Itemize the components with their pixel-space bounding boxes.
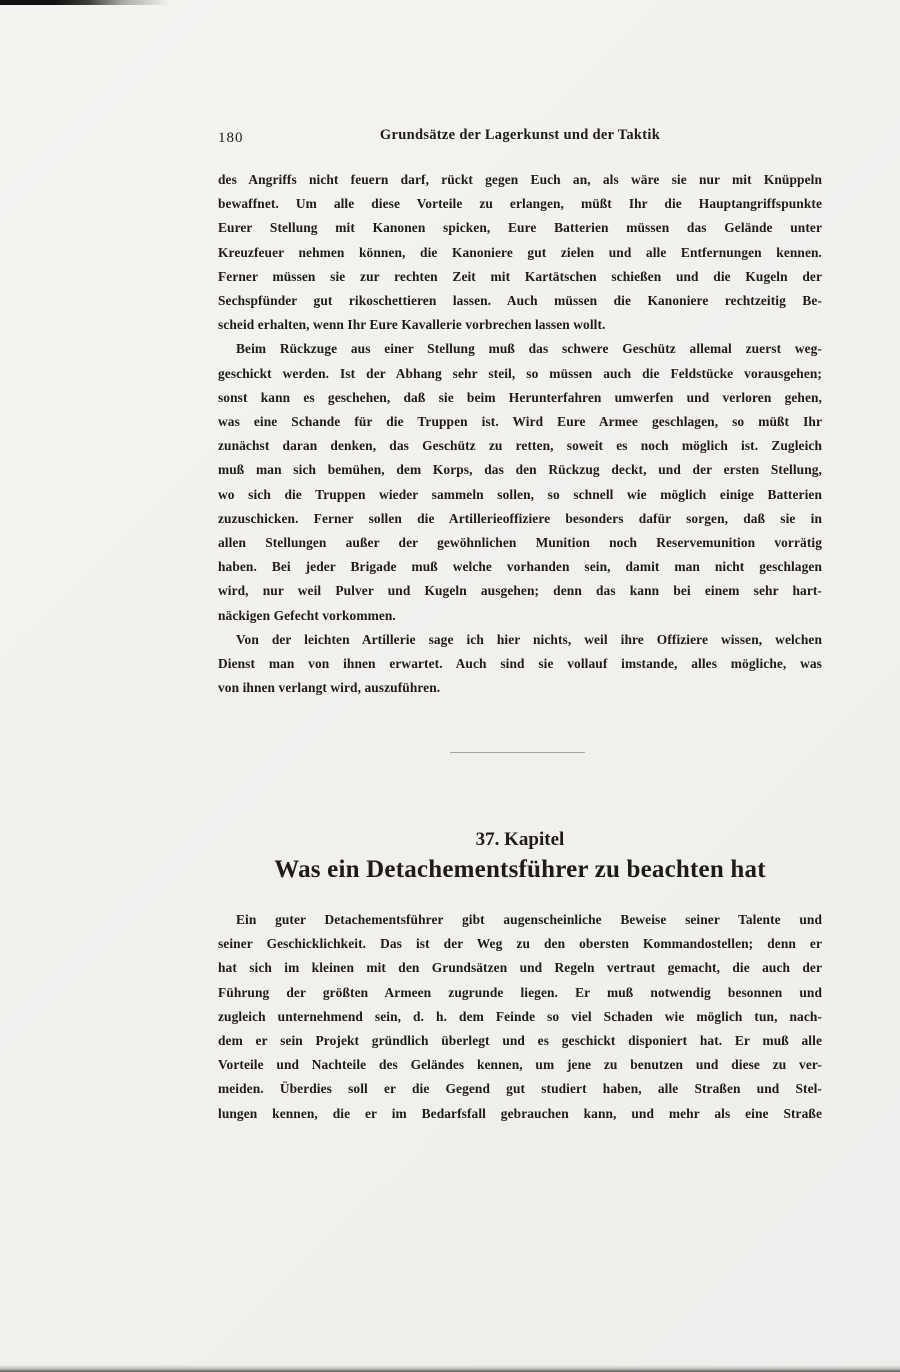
- text-line: des Angriffs nicht feuern darf, rückt gegen Euch an, als wäre sie nur mit Knüppeln: [218, 172, 822, 187]
- text-line: Ein guter Detachementsführer gibt augenscheinliche Beweise seiner Talente und: [236, 912, 822, 927]
- text-line: was eine Schande für die Truppen ist. Wird Eure Armee geschlagen, so müßt Ihr: [218, 414, 822, 430]
- text-line: zuzuschicken. Ferner sollen die Artillerieoffiziere besonders dafür sorgen, daß sie in: [218, 510, 822, 526]
- text-line: Ferner müssen sie zur rechten Zeit mit Kartätschen schießen und die Kugeln der: [218, 268, 822, 284]
- text-line: allen Stellungen außer der gewöhnlichen Munition noch Reservemunition vorrätig: [218, 535, 822, 551]
- text-line: dem er sein Projekt gründlich überlegt und es geschickt disponiert hat. Er muß alle: [218, 1033, 822, 1049]
- chapter-kicker: 37. Kapitel: [475, 829, 565, 850]
- text-line: wo sich die Truppen wieder sammeln sollen, so schnell wie möglich einige Batterien: [218, 486, 822, 502]
- text-line: meiden. Überdies soll er die Gegend gut studiert haben, alle Straßen und Stel-: [218, 1081, 822, 1097]
- text-line: Kreuzfeuer nehmen können, die Kanoniere gut zielen und alle Entfernungen kennen.: [218, 244, 822, 260]
- scan-edge-artifact-bottom: [0, 1365, 900, 1372]
- text-line: zugleich unternehmend sein, d. h. dem Feinde so viel Schaden wie möglich tun, nach-: [218, 1008, 822, 1024]
- text-line: Von der leichten Artillerie sage ich hier nichts, weil ihre Offiziere wissen, welchen: [236, 631, 822, 647]
- running-header-title: Grundsätze der Lagerkunst und der Taktik: [379, 127, 661, 143]
- text-line: scheid erhalten, wenn Ihr Eure Kavallerie vorbrechen lassen wollt.: [218, 317, 606, 333]
- section-divider: [450, 752, 585, 753]
- text-line: seiner Geschicklichkeit. Das ist der Weg zu den obersten Kommandostellen; denn er: [218, 936, 822, 952]
- text-line: von ihnen verlangt wird, auszuführen.: [218, 680, 441, 696]
- chapter-text-block: [218, 908, 822, 1126]
- text-line: muß man sich bemühen, dem Korps, das den Rückzug deckt, und der ersten Stellung,: [218, 462, 822, 478]
- text-line: lungen kennen, die er im Bedarfsfall gebrauchen kann, und mehr als eine Straße: [218, 1105, 822, 1121]
- text-line: Sechspfünder gut rikoschettieren lassen. Auch müssen die Kanoniere rechtzeitig Be-: [218, 293, 822, 309]
- text-line: sonst kann es geschehen, daß sie beim Herunterfahren umwerfen und verloren gehen,: [218, 389, 822, 405]
- text-line: Dienst man von ihnen erwartet. Auch sind sie vollauf imstande, alles mögliche, was: [218, 656, 822, 672]
- scan-edge-artifact-top: [0, 0, 170, 5]
- text-line: Vorteile und Nachteile des Geländes kennen, um jene zu benutzen und diese zu ver-: [218, 1057, 822, 1073]
- running-header: [218, 127, 822, 149]
- page-number: 180: [218, 130, 244, 146]
- text-line: näckigen Gefecht vorkommen.: [218, 607, 396, 623]
- text-line: haben. Bei jeder Brigade muß welche vorhanden sein, damit man nicht geschlagen: [218, 559, 822, 575]
- text-line: bewaffnet. Um alle diese Vorteile zu erlangen, müßt Ihr die Hauptangriffspunkte: [218, 196, 822, 212]
- text-line: Beim Rückzuge aus einer Stellung muß das schwere Geschütz allemal zuerst weg-: [236, 341, 822, 357]
- chapter-title: Was ein Detachementsführer zu beachten hat: [274, 856, 766, 883]
- text-line: geschickt werden. Ist der Abhang sehr steil, so müssen auch die Feldstücke vorausgehen;: [218, 365, 822, 381]
- text-line: Eurer Stellung mit Kanonen spicken, Eure Batterien müssen das Gelände unter: [218, 220, 822, 236]
- text-line: hat sich im kleinen mit den Grundsätzen und Regeln vertraut gemacht, die auch der: [218, 960, 822, 976]
- text-line: zunächst daran denken, das Geschütz zu retten, soweit es noch möglich ist. Zugleich: [218, 438, 822, 454]
- body-text-block: [218, 168, 822, 700]
- text-line: Führung der größten Armeen zugrunde liegen. Er muß notwendig besonnen und: [218, 984, 822, 1000]
- text-line: wird, nur weil Pulver und Kugeln ausgehen; denn das kann bei einem sehr hart-: [218, 583, 822, 599]
